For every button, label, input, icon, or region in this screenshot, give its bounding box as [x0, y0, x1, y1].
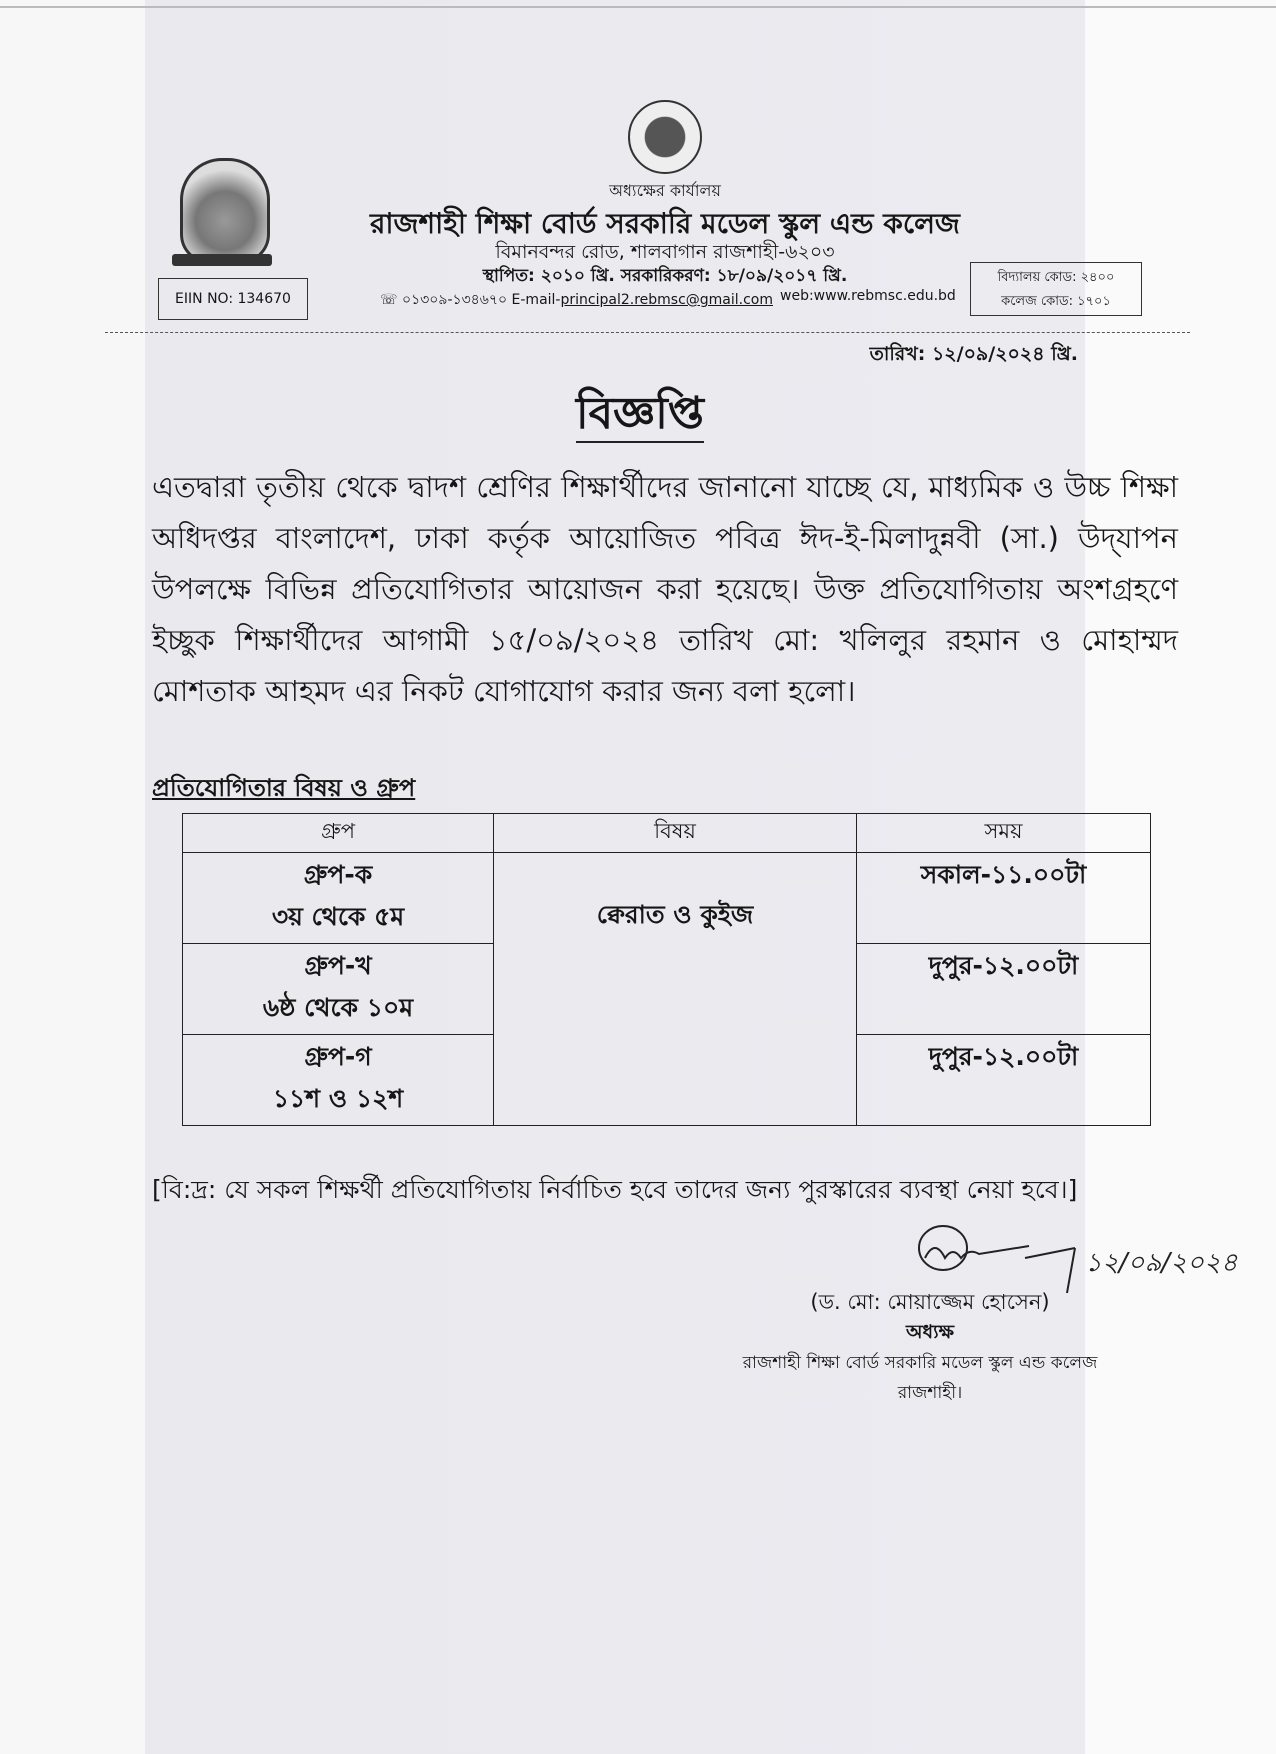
email-label: E-mail-: [511, 292, 561, 308]
scan-edge: [0, 6, 1276, 8]
office-label: অধ্যক্ষের কার্যালয়: [609, 181, 721, 200]
header-group: গ্রুপ: [183, 814, 494, 853]
phone: ০১৩০৯-১৩৪৬৭০: [401, 292, 508, 308]
header-subject: বিষয়: [494, 814, 857, 853]
eiin-box: EIIN NO: 134670: [158, 278, 308, 320]
code-box: [970, 262, 1142, 316]
notice-body: এতদ্বারা তৃতীয় থেকে দ্বাদশ শ্রেণির শিক্ষার্থীদের জানানো যাচ্ছে যে, মাধ্যমিক ও উচ্চ শিক্ষা অধিদপ্তর বাংলাদেশ, ঢাকা কর্তৃক আয়োজিত পবিত্র ঈদ-ই-মিলাদুন্নবী (সা.) উদ্‌যাপন উপলক্ষে বিভিন্ন প্রতিযোগিতার আয়োজন করা হয়েছে। উক্ত প্রতিযোগিতায় অংশগ্রহণে ইচ্ছুক শিক্ষার্থীদের আগামী ১৫/০৯/২০২৪ তারিখ মো: খলিলুর রহমান ও মোহাম্মদ মোশতাক আহমদ এর নিকট যোগাযোগ করার জন্য বলা হলো।: [152, 470, 1178, 708]
group-cell: [183, 944, 494, 1035]
school-logo-ribbon: [172, 254, 272, 266]
established: স্থাপিত: ২০১০ খ্রি. সরকারিকরণ: ১৮/০৯/২০১৭ খ্রি.: [482, 266, 848, 286]
competition-table: [182, 813, 1151, 1126]
group-name: গ্রুপ-গ: [304, 1042, 372, 1071]
time-cell: সকাল-১১.০০টা: [857, 853, 1151, 944]
notice-title: বিজ্ঞপ্তি: [576, 388, 704, 443]
website[interactable]: web:www.rebmsc.edu.bd: [780, 288, 956, 304]
competition-subheading: প্রতিযোগিতার বিষয় ও গ্রুপ: [152, 774, 416, 802]
phone-icon: ☏: [380, 292, 398, 308]
signatory-city: রাজশাহী।: [897, 1383, 963, 1403]
college-code: কলেজ কোড: ১৭০১: [1001, 294, 1111, 309]
notice-date: তারিখ: ১২/০৯/২০২৪ খ্রি.: [869, 343, 1078, 365]
group-cell: [183, 853, 494, 944]
note: [বি:দ্র: যে সকল শিক্ষর্থী প্রতিযোগিতায় নির্বাচিত হবে তাদের জন্য পুরস্কারের ব্যবস্থা নেয়া হবে।]: [152, 1175, 1078, 1204]
group-name: গ্রুপ-ক: [303, 860, 373, 889]
signatory-name: (ড. মো: মোয়াজ্জেম হোসেন): [810, 1290, 1050, 1314]
school-code: বিদ্যালয় কোড: ২৪০০: [997, 270, 1115, 285]
group-classes: ৩য় থেকে ৫ম: [271, 902, 405, 931]
contact-line: [380, 288, 773, 312]
table-row: [183, 853, 1151, 944]
group-cell: [183, 1035, 494, 1126]
government-emblem-icon: [628, 100, 702, 174]
header-divider: [105, 332, 1190, 334]
email-link[interactable]: principal2.rebmsc@gmail.com: [560, 292, 773, 308]
institution-name: রাজশাহী শিক্ষা বোর্ড সরকারি মডেল স্কুল এন্ড কলেজ: [369, 207, 960, 240]
table-header-row: [183, 814, 1151, 853]
group-name: গ্রুপ-খ: [304, 951, 372, 980]
signatory-institution: রাজশাহী শিক্ষা বোর্ড সরকারি মডেল স্কুল এন্ড কলেজ: [742, 1353, 1098, 1373]
subject-cell: ক্বেরাত ও কুইজ: [494, 853, 857, 1126]
group-classes: ১১শ ও ১২শ: [272, 1084, 404, 1113]
time-cell: দুপুর-১২.০০টা: [857, 1035, 1151, 1126]
header-time: সময়: [857, 814, 1151, 853]
signatory-designation: অধ্যক্ষ: [905, 1321, 954, 1343]
group-classes: ৬ষ্ঠ থেকে ১০ম: [262, 993, 414, 1022]
address: বিমানবন্দর রোড, শালবাগান রাজশাহী-৬২০৩: [495, 241, 835, 263]
time-cell: দুপুর-১২.০০টা: [857, 944, 1151, 1035]
title-wrap: [440, 380, 840, 453]
handwritten-date: ১২/০৯/২০২৪: [1085, 1248, 1238, 1278]
